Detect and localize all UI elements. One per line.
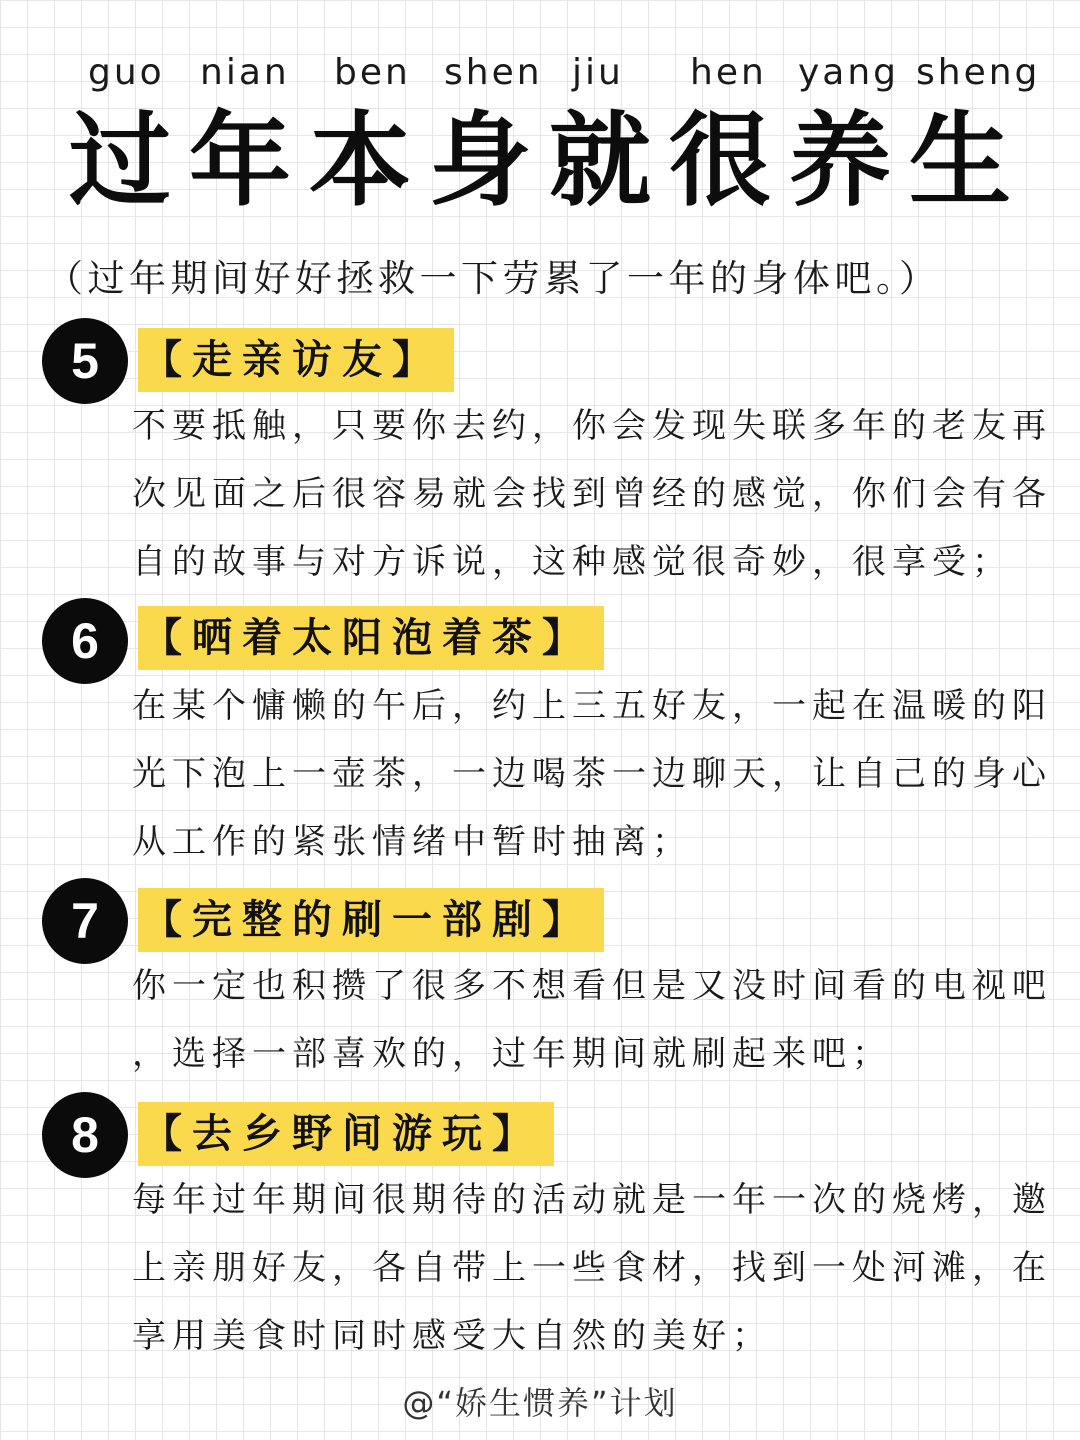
body-line: 你一定也积攒了很多不想看但是又没时间看的电视吧 [132,966,1052,1006]
item-heading: 【去乡野间游玩】 [138,1102,554,1166]
subtitle: （过年期间好好拯救一下劳累了一年的身体吧。） [46,257,941,300]
body-line: 自的故事与对方诉说，这种感觉很奇妙，很享受； [132,542,1012,582]
title-char: 身 [429,102,531,221]
item-number-badge: 6 [42,598,128,684]
item-body [132,672,1062,876]
pinyin-syllable: yang [798,52,900,93]
item-number-badge: 7 [42,878,128,964]
page-title [0,100,1080,224]
item-body [132,1166,1062,1370]
pinyin-syllable: sheng [916,52,1041,93]
body-line: 上亲朋好友，各自带上一些食材，找到一处河滩，在 [132,1248,1052,1288]
item-body [132,952,1062,1088]
item-heading: 【晒着太阳泡着茶】 [138,606,604,670]
pinyin-syllable: nian [200,52,290,93]
pinyin-syllable: shen [444,52,543,93]
body-line: 每年过年期间很期待的活动就是一年一次的烧烤，邀 [132,1180,1052,1220]
body-line: ，选择一部喜欢的，过年期间就刷起来吧； [132,1034,892,1074]
pinyin-syllable: hen [690,52,767,93]
footer-credit: @“娇生惯养”计划 [402,1384,678,1422]
title-char: 本 [309,102,411,221]
item-heading: 【走亲访友】 [138,328,454,392]
pinyin-syllable: guo [88,52,165,93]
title-char: 过 [69,102,171,221]
title-char: 养 [789,102,891,221]
body-line: 次见面之后很容易就会找到曾经的感觉，你们会有各 [132,474,1052,514]
title-char: 年 [189,102,291,221]
body-line: 享用美食时同时感受大自然的美好； [132,1316,772,1356]
body-line: 从工作的紧张情绪中暂时抽离； [132,822,692,862]
body-line: 在某个慵懒的午后，约上三五好友，一起在温暖的阳 [132,686,1052,726]
title-char: 就 [549,102,651,221]
title-char: 很 [669,102,771,221]
item-number-badge: 8 [42,1092,128,1178]
pinyin-syllable: jiu [572,52,624,93]
pinyin-row [0,52,1080,102]
body-line: 不要抵触，只要你去约，你会发现失联多年的老友再 [132,406,1052,446]
title-char: 生 [909,102,1011,221]
pinyin-syllable: ben [334,52,411,93]
body-line: 光下泡上一壶茶，一边喝茶一边聊天，让自己的身心 [132,754,1052,794]
item-heading: 【完整的刷一部剧】 [138,888,604,952]
item-number-badge: 5 [42,318,128,404]
item-body [132,392,1062,596]
